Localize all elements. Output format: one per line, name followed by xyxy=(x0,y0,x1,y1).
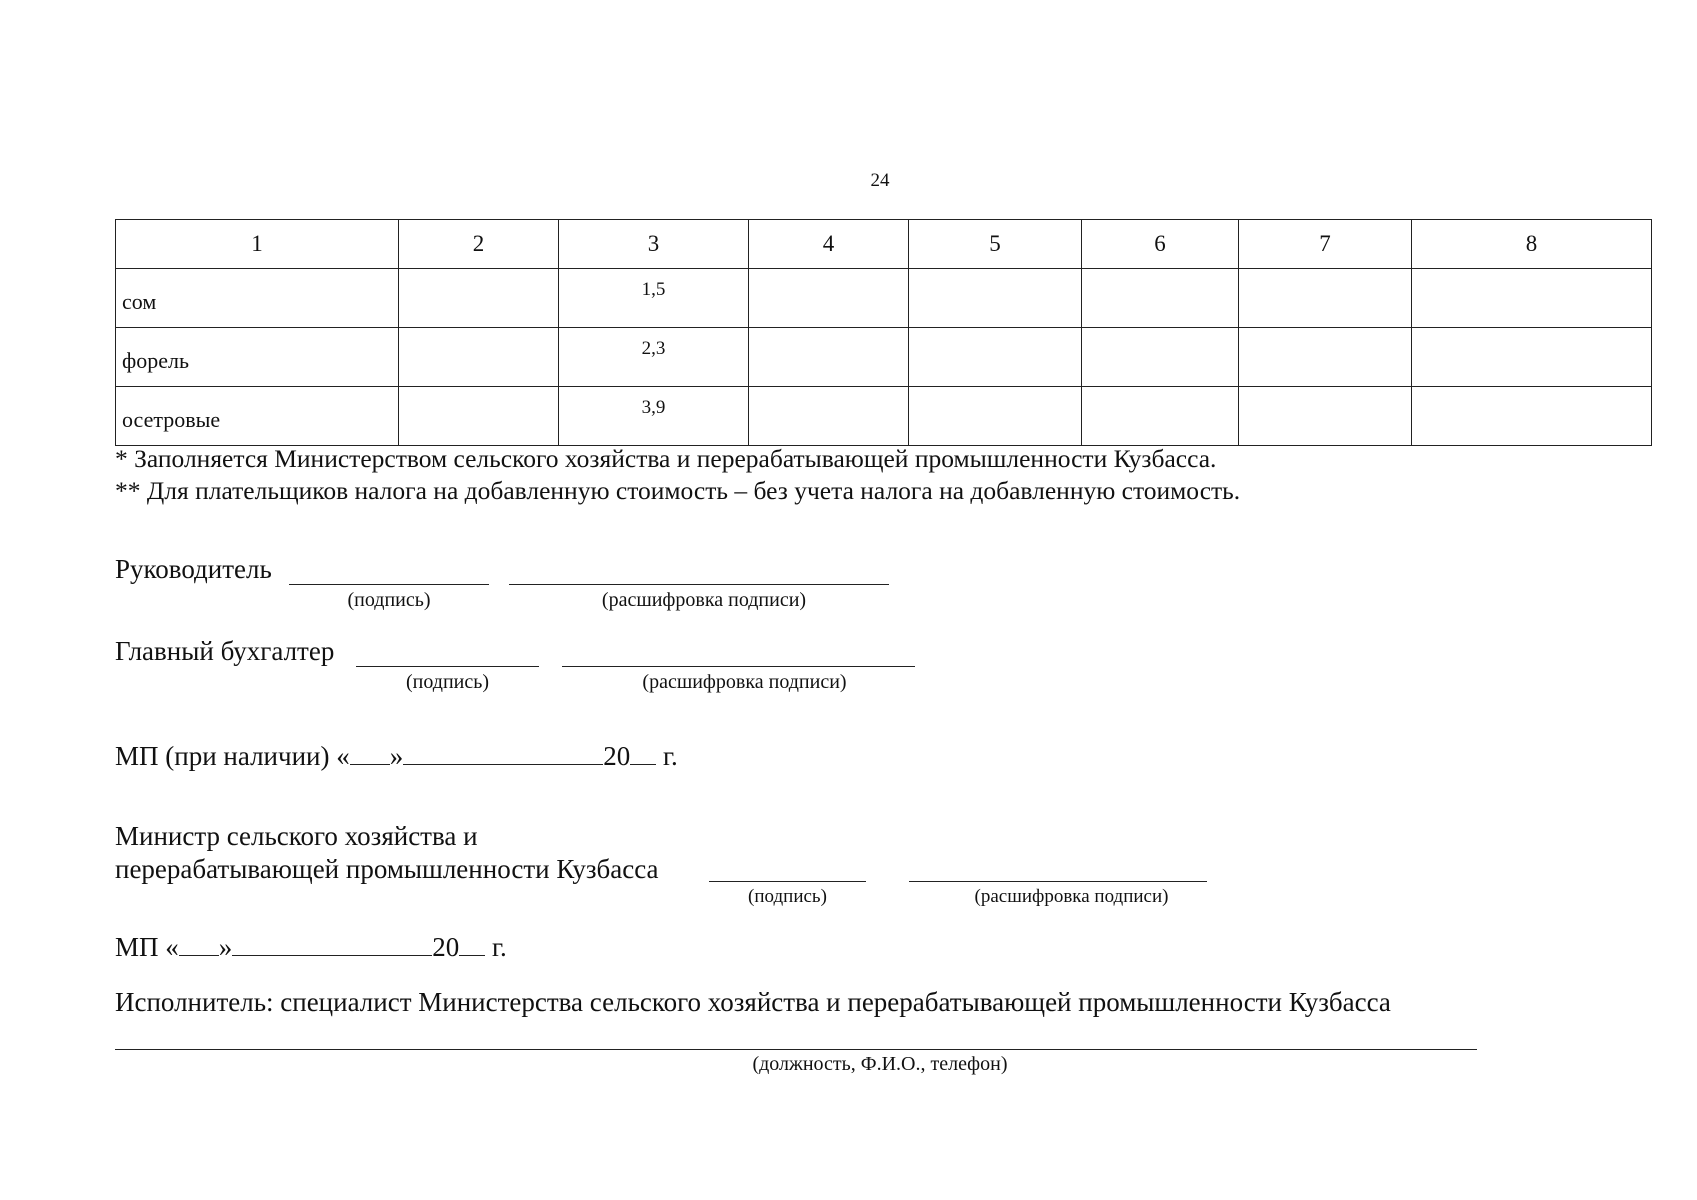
head-decoding-line[interactable] xyxy=(509,584,889,585)
table-cell xyxy=(1082,328,1239,387)
stamp-date-line-2 xyxy=(115,932,507,963)
column-header: 2 xyxy=(399,220,559,269)
table-row xyxy=(116,328,1652,387)
year-prefix: 20 xyxy=(603,741,631,771)
table-cell xyxy=(749,269,909,328)
minister-decoding-line[interactable] xyxy=(909,881,1207,882)
table-cell xyxy=(749,328,909,387)
table-cell xyxy=(749,387,909,446)
column-header: 1 xyxy=(116,220,399,269)
table-cell xyxy=(1412,328,1652,387)
table-cell xyxy=(1082,387,1239,446)
year-blank[interactable] xyxy=(459,933,485,956)
minister-label-line1: Министр сельского хозяйства и xyxy=(115,821,478,851)
table-cell xyxy=(399,387,559,446)
table-row xyxy=(116,387,1652,446)
head-signature-line[interactable] xyxy=(289,584,489,585)
rate-cell: 1,5 xyxy=(559,269,749,328)
minister-signature-caption: (подпись) xyxy=(748,886,827,907)
table-cell xyxy=(399,269,559,328)
table-cell xyxy=(909,387,1082,446)
head-decoding-caption: (расшифровка подписи) xyxy=(601,589,807,611)
chief-accountant-decoding-caption: (расшифровка подписи) xyxy=(642,671,847,693)
column-header: 5 xyxy=(909,220,1082,269)
stamp-prefix: МП « xyxy=(115,932,179,962)
table-header-row xyxy=(116,220,1652,269)
fish-name-cell: сом xyxy=(116,269,399,328)
table-cell xyxy=(1082,269,1239,328)
year-suffix: г. xyxy=(485,932,507,962)
table-cell xyxy=(1412,387,1652,446)
table-cell xyxy=(909,269,1082,328)
minister-label-line2: перерабатывающей промышленности Кузбасса xyxy=(115,854,659,884)
table-cell xyxy=(1412,269,1652,328)
head-label: Руководитель xyxy=(115,554,272,584)
page-number: 24 xyxy=(870,170,890,191)
executor-caption: (должность, Ф.И.О., телефон) xyxy=(752,1053,1008,1075)
stamp-date-line-1 xyxy=(115,741,678,772)
column-header: 8 xyxy=(1412,220,1652,269)
head-signature-caption: (подпись) xyxy=(347,589,431,611)
chief-accountant-signature-caption: (подпись) xyxy=(405,671,490,693)
chief-accountant-decoding-line[interactable] xyxy=(562,666,915,667)
chief-accountant-label: Главный бухгалтер xyxy=(115,636,335,666)
column-header: 7 xyxy=(1239,220,1412,269)
day-blank[interactable] xyxy=(179,933,219,956)
quote-close: » xyxy=(389,741,404,771)
minister-signature-line[interactable] xyxy=(709,881,866,882)
rate-cell: 3,9 xyxy=(559,387,749,446)
table-cell xyxy=(1239,269,1412,328)
table-row xyxy=(116,269,1652,328)
table-cell xyxy=(1239,387,1412,446)
fish-name-cell: осетровые xyxy=(116,387,399,446)
table-cell xyxy=(909,328,1082,387)
quote-close: » xyxy=(218,932,233,962)
year-prefix: 20 xyxy=(432,932,460,962)
year-suffix: г. xyxy=(656,741,678,771)
day-blank[interactable] xyxy=(350,742,390,765)
month-blank[interactable] xyxy=(403,742,603,765)
year-blank[interactable] xyxy=(630,742,656,765)
executor-label: Исполнитель: специалист Министерства сельского хозяйства и перерабатывающей промышленности Кузбасса xyxy=(115,987,1391,1017)
fish-name-cell: форель xyxy=(116,328,399,387)
data-table xyxy=(115,219,1652,446)
table-cell xyxy=(1239,328,1412,387)
column-header: 6 xyxy=(1082,220,1239,269)
month-blank[interactable] xyxy=(232,933,432,956)
rate-cell: 2,3 xyxy=(559,328,749,387)
chief-accountant-signature-line[interactable] xyxy=(356,666,539,667)
table-cell xyxy=(399,328,559,387)
stamp-prefix: МП (при наличии) « xyxy=(115,741,350,771)
footnote-one-star: * Заполняется Министерством сельского хозяйства и перерабатывающей промышленности Кузбасса. xyxy=(115,444,1217,473)
footnote-two-star: ** Для плательщиков налога на добавленную стоимость – без учета налога на добавленную стоимость. xyxy=(115,476,1241,505)
column-header: 3 xyxy=(559,220,749,269)
executor-details-line[interactable] xyxy=(115,1049,1477,1050)
minister-decoding-caption: (расшифровка подписи) xyxy=(974,886,1169,907)
column-header: 4 xyxy=(749,220,909,269)
